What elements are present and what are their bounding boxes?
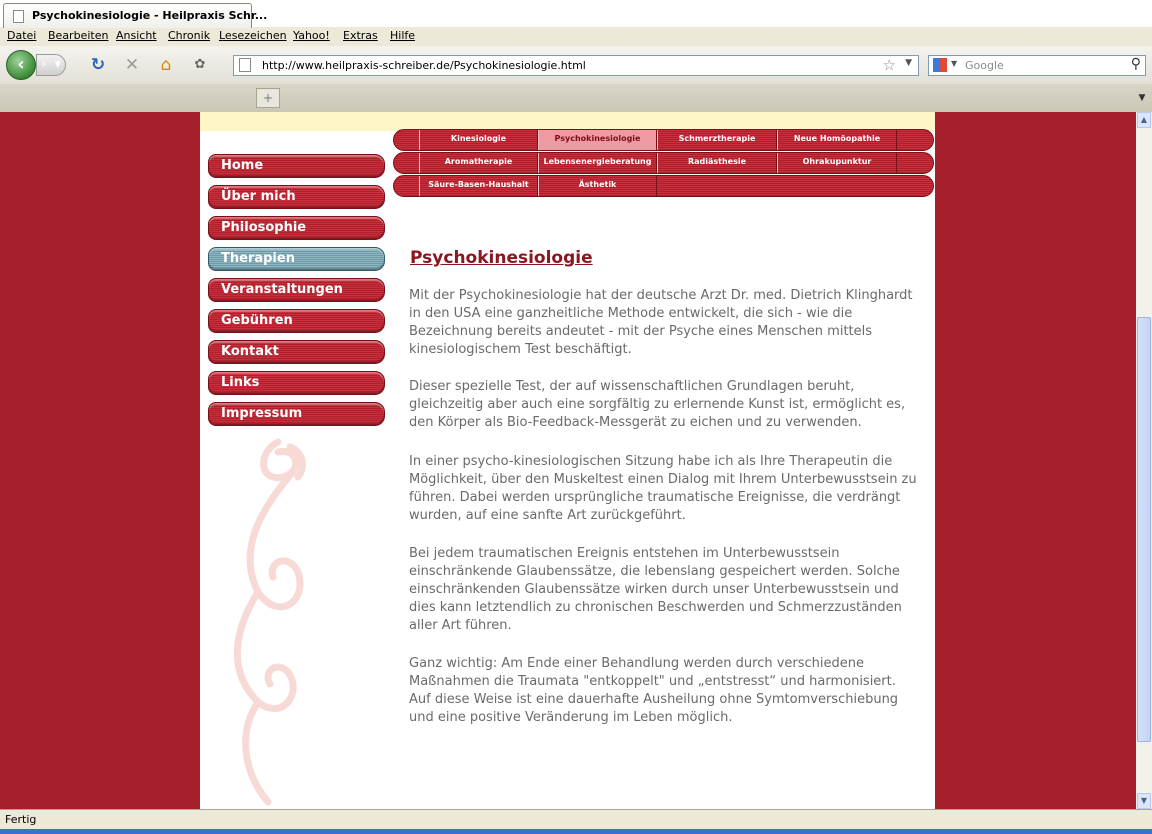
home-icon[interactable]: ⌂	[160, 55, 172, 75]
sidebar-item-links[interactable]: Links	[208, 371, 385, 395]
search-box[interactable]	[928, 55, 1146, 76]
sidebar-item-therapien[interactable]: Therapien	[208, 247, 385, 271]
taskbar-edge	[0, 829, 1152, 834]
tab-psychokinesiologie[interactable]: Psychokinesiologie	[538, 130, 657, 150]
tab-aesthetik[interactable]: Ästhetik	[538, 176, 657, 196]
sidebar-item-ueber-mich[interactable]: Über mich	[208, 185, 385, 209]
page-title: Psychokinesiologie	[410, 248, 593, 268]
vertical-scrollbar[interactable]	[1136, 112, 1152, 809]
stop-icon[interactable]: ✕	[124, 55, 140, 75]
engine-dropdown-icon[interactable]: ▼	[951, 59, 958, 68]
scroll-thumb[interactable]	[1137, 317, 1151, 742]
tab-aromatherapie[interactable]: Aromatherapie	[419, 153, 538, 173]
tab-saeure-basen-haushalt[interactable]: Säure-Basen-Haushalt	[419, 176, 538, 196]
browser-tab[interactable]	[3, 3, 268, 28]
paragraph-1: Mit der Psychokinesiologie hat der deutsche Arzt Dr. med. Dietrich Klinghardt in den USA eine ganzheitliche Methode entwickelt, die sich - wie die Bezeichnung bereits andeutet - mit der Psyche eines Menschen mittels kinesiologischem Test beschäftigt.	[409, 288, 913, 357]
back-icon[interactable]: ‹	[6, 50, 36, 80]
new-tab-button[interactable]: +	[256, 88, 280, 108]
url-bar[interactable]	[233, 55, 919, 76]
paragraph-5: Ganz wichtig: Am Ende einer Behandlung werden durch verschiedene Maßnahmen die Traumata "entkoppelt" und „entstresst“ und harmonisiert. Auf diese Weise ist eine dauerhafte Ausheilung ohne Symtomverschiebung und eine positive Veränderung im Leben möglich.	[409, 656, 899, 725]
page-icon	[239, 58, 251, 72]
menu-lesezeichen[interactable]: Lesezeichen	[219, 29, 287, 42]
menu-datei[interactable]: Datei	[7, 29, 37, 42]
sidebar-item-gebuehren[interactable]: Gebühren	[208, 309, 385, 333]
url-dropdown-icon[interactable]: ▼	[905, 58, 912, 68]
menu-extras[interactable]: Extras	[343, 29, 378, 42]
sidebar-item-philosophie[interactable]: Philosophie	[208, 216, 385, 240]
tab-ohrakupunktur[interactable]: Ohrakupunktur	[777, 153, 897, 173]
status-bar	[0, 809, 1152, 830]
menu-ansicht[interactable]: Ansicht	[116, 29, 157, 42]
search-engine-icon[interactable]	[933, 58, 947, 72]
menu-bar	[0, 27, 1152, 46]
paragraph-4: Bei jedem traumatischen Ereignis entstehen im Unterbewusstsein einschränkende Glaubenssätze, die lebenslang gespeichert werden. Solche einschränkenden Glaubenssätze wirken durch unser Unterbewusstsein und dies kann letztendlich zu chronischen Beschwerden und Schmerzzuständen aller Art führen.	[409, 546, 902, 633]
tab-lebensenergieberatung[interactable]: Lebensenergieberatung	[538, 153, 657, 173]
tab-neue-homoeopathie[interactable]: Neue Homöopathie	[777, 130, 897, 150]
reload-icon[interactable]: ↻	[90, 55, 106, 75]
menu-bearbeiten[interactable]: Bearbeiten	[48, 29, 109, 42]
menu-hilfe[interactable]: Hilfe	[390, 29, 416, 42]
tab-page-icon	[13, 10, 24, 23]
sidebar-item-kontakt[interactable]: Kontakt	[208, 340, 385, 364]
tab-kinesiologie[interactable]: Kinesiologie	[419, 130, 538, 150]
paragraph-2: Dieser spezielle Test, der auf wissenschaftlichen Grundlagen beruht, gleichzeitig aber auch eine sorgfältig zu erlernende Kunst ist, ermöglicht es, den Körper als Bio-Feedback-Messgerät zu eichen und zu verwenden.	[409, 379, 906, 430]
sidebar-item-impressum[interactable]: Impressum	[208, 402, 385, 426]
menu-yahoo[interactable]: Yahoo!	[293, 29, 330, 42]
tab-list-icon[interactable]: ▼	[1138, 93, 1146, 103]
forward-icon[interactable]: › ▾	[36, 54, 66, 76]
tab-radiaesthesie[interactable]: Radiästhesie	[657, 153, 777, 173]
tab-schmerztherapie[interactable]: Schmerztherapie	[657, 130, 777, 150]
therapy-nav-row-3	[393, 175, 934, 197]
therapy-nav-row-1	[393, 129, 934, 151]
bookmark-star-icon[interactable]: ☆	[882, 56, 896, 74]
addon-icon[interactable]: ✿	[194, 57, 206, 72]
scroll-up-icon[interactable]: ▲	[1137, 112, 1151, 128]
therapy-nav-row-2	[393, 152, 934, 174]
url-text[interactable]: http://www.heilpraxis-schreiber.de/Psychokinesiologie.html	[262, 59, 586, 72]
ornament-swirl	[218, 432, 318, 809]
tab-bar	[0, 84, 1152, 113]
search-input[interactable]: Google	[965, 59, 1004, 72]
page-viewport	[0, 112, 1136, 809]
tab-title[interactable]: Psychokinesiologie - Heilpraxis Schr...	[32, 9, 268, 22]
menu-chronik[interactable]: Chronik	[168, 29, 211, 42]
sidebar-item-veranstaltungen[interactable]: Veranstaltungen	[208, 278, 385, 302]
sidebar-item-home[interactable]: Home	[208, 154, 385, 178]
scroll-down-icon[interactable]: ▼	[1137, 793, 1151, 809]
search-icon[interactable]: ⚲	[1130, 56, 1141, 72]
paragraph-3: In einer psycho-kinesiologischen Sitzung habe ich als Ihre Therapeutin die Möglichkeit, über den Muskeltest einen Dialog mit Ihrem Unterbewusstsein zu führen. Dabei werden ursprüngliche traumatische Ereignisse, die verdrängt wurden, auf eine sanfte Art zurückgeführt.	[409, 454, 917, 523]
status-text: Fertig	[5, 813, 37, 826]
page-content	[200, 112, 935, 809]
